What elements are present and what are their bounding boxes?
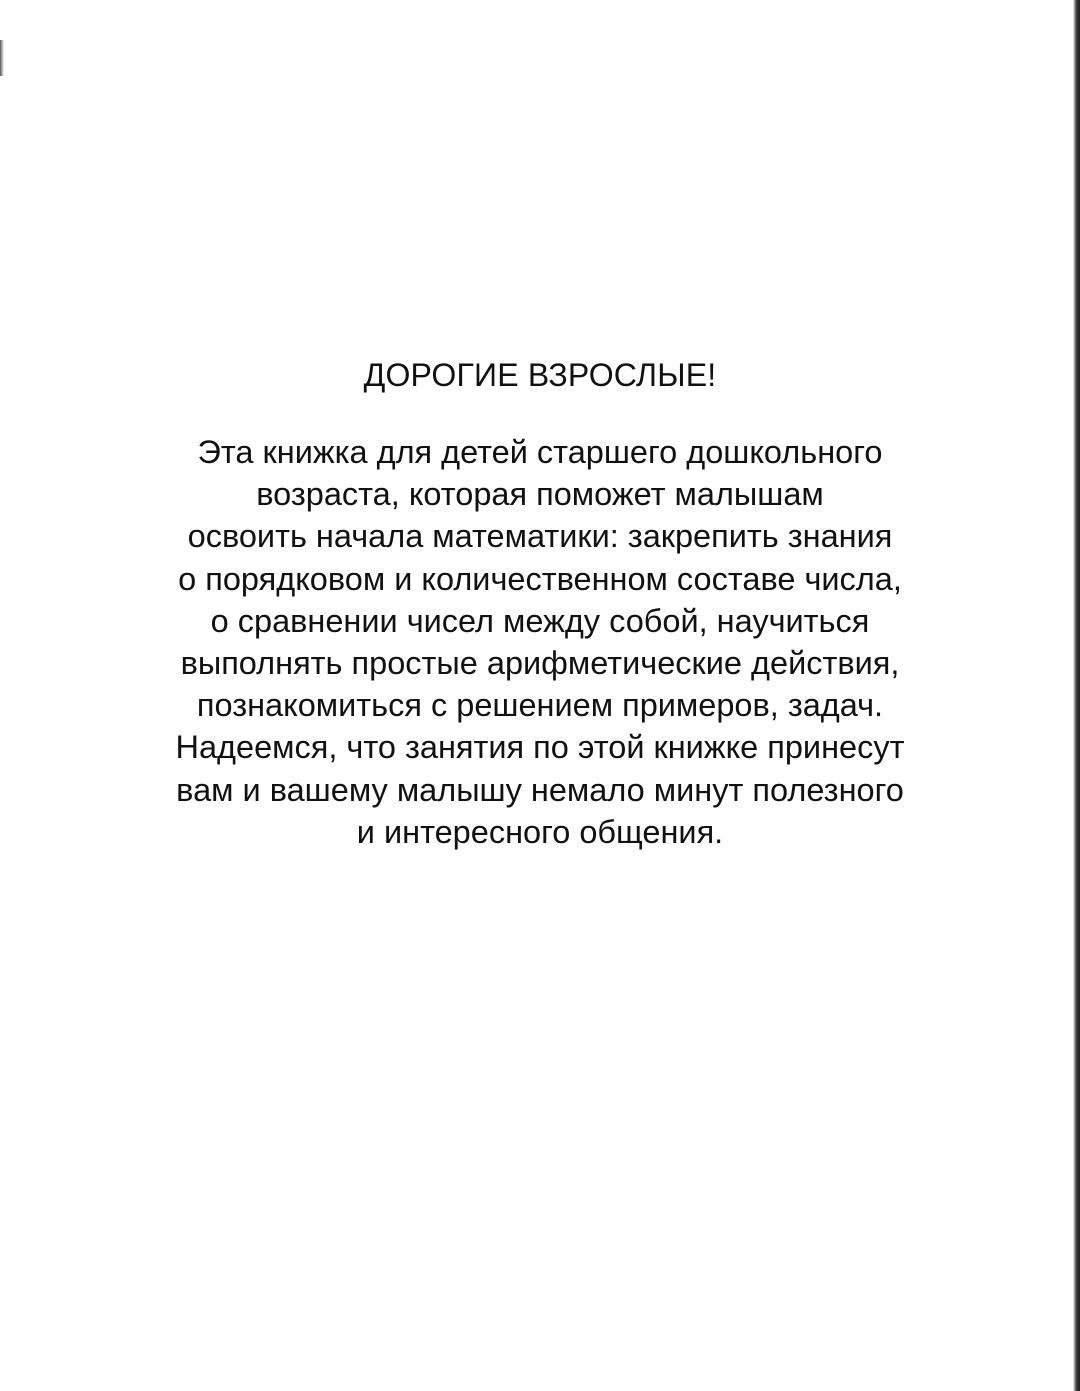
paragraph-line: о сравнении чисел между собой, научиться — [210, 602, 870, 639]
paragraph-line: освоить начала математики: закрепить знания — [187, 518, 893, 555]
page-title: ДОРОГИЕ ВЗРОСЛЫЕ! — [363, 357, 717, 393]
paragraph-line: возраста, которая поможет малышам — [256, 476, 824, 513]
scan-edge-left — [0, 40, 4, 76]
paragraph-line: вам и вашему малышу немало минут полезного — [176, 771, 904, 808]
paragraph-line: Надеемся, что занятия по этой книжке принесут — [175, 729, 905, 766]
page-content — [0, 353, 1080, 853]
paragraph-line: Эта книжка для детей старшего дошкольного — [197, 434, 883, 470]
paragraph-line: и интересного общения. — [356, 813, 724, 850]
paragraph-line: о порядковом и количественном составе числа, — [178, 560, 902, 597]
paragraph-line: познакомиться с решением примеров, задач. — [196, 687, 884, 724]
intro-paragraph — [0, 431, 1080, 853]
paragraph-line: выполнять простые арифметические действия, — [180, 645, 900, 682]
